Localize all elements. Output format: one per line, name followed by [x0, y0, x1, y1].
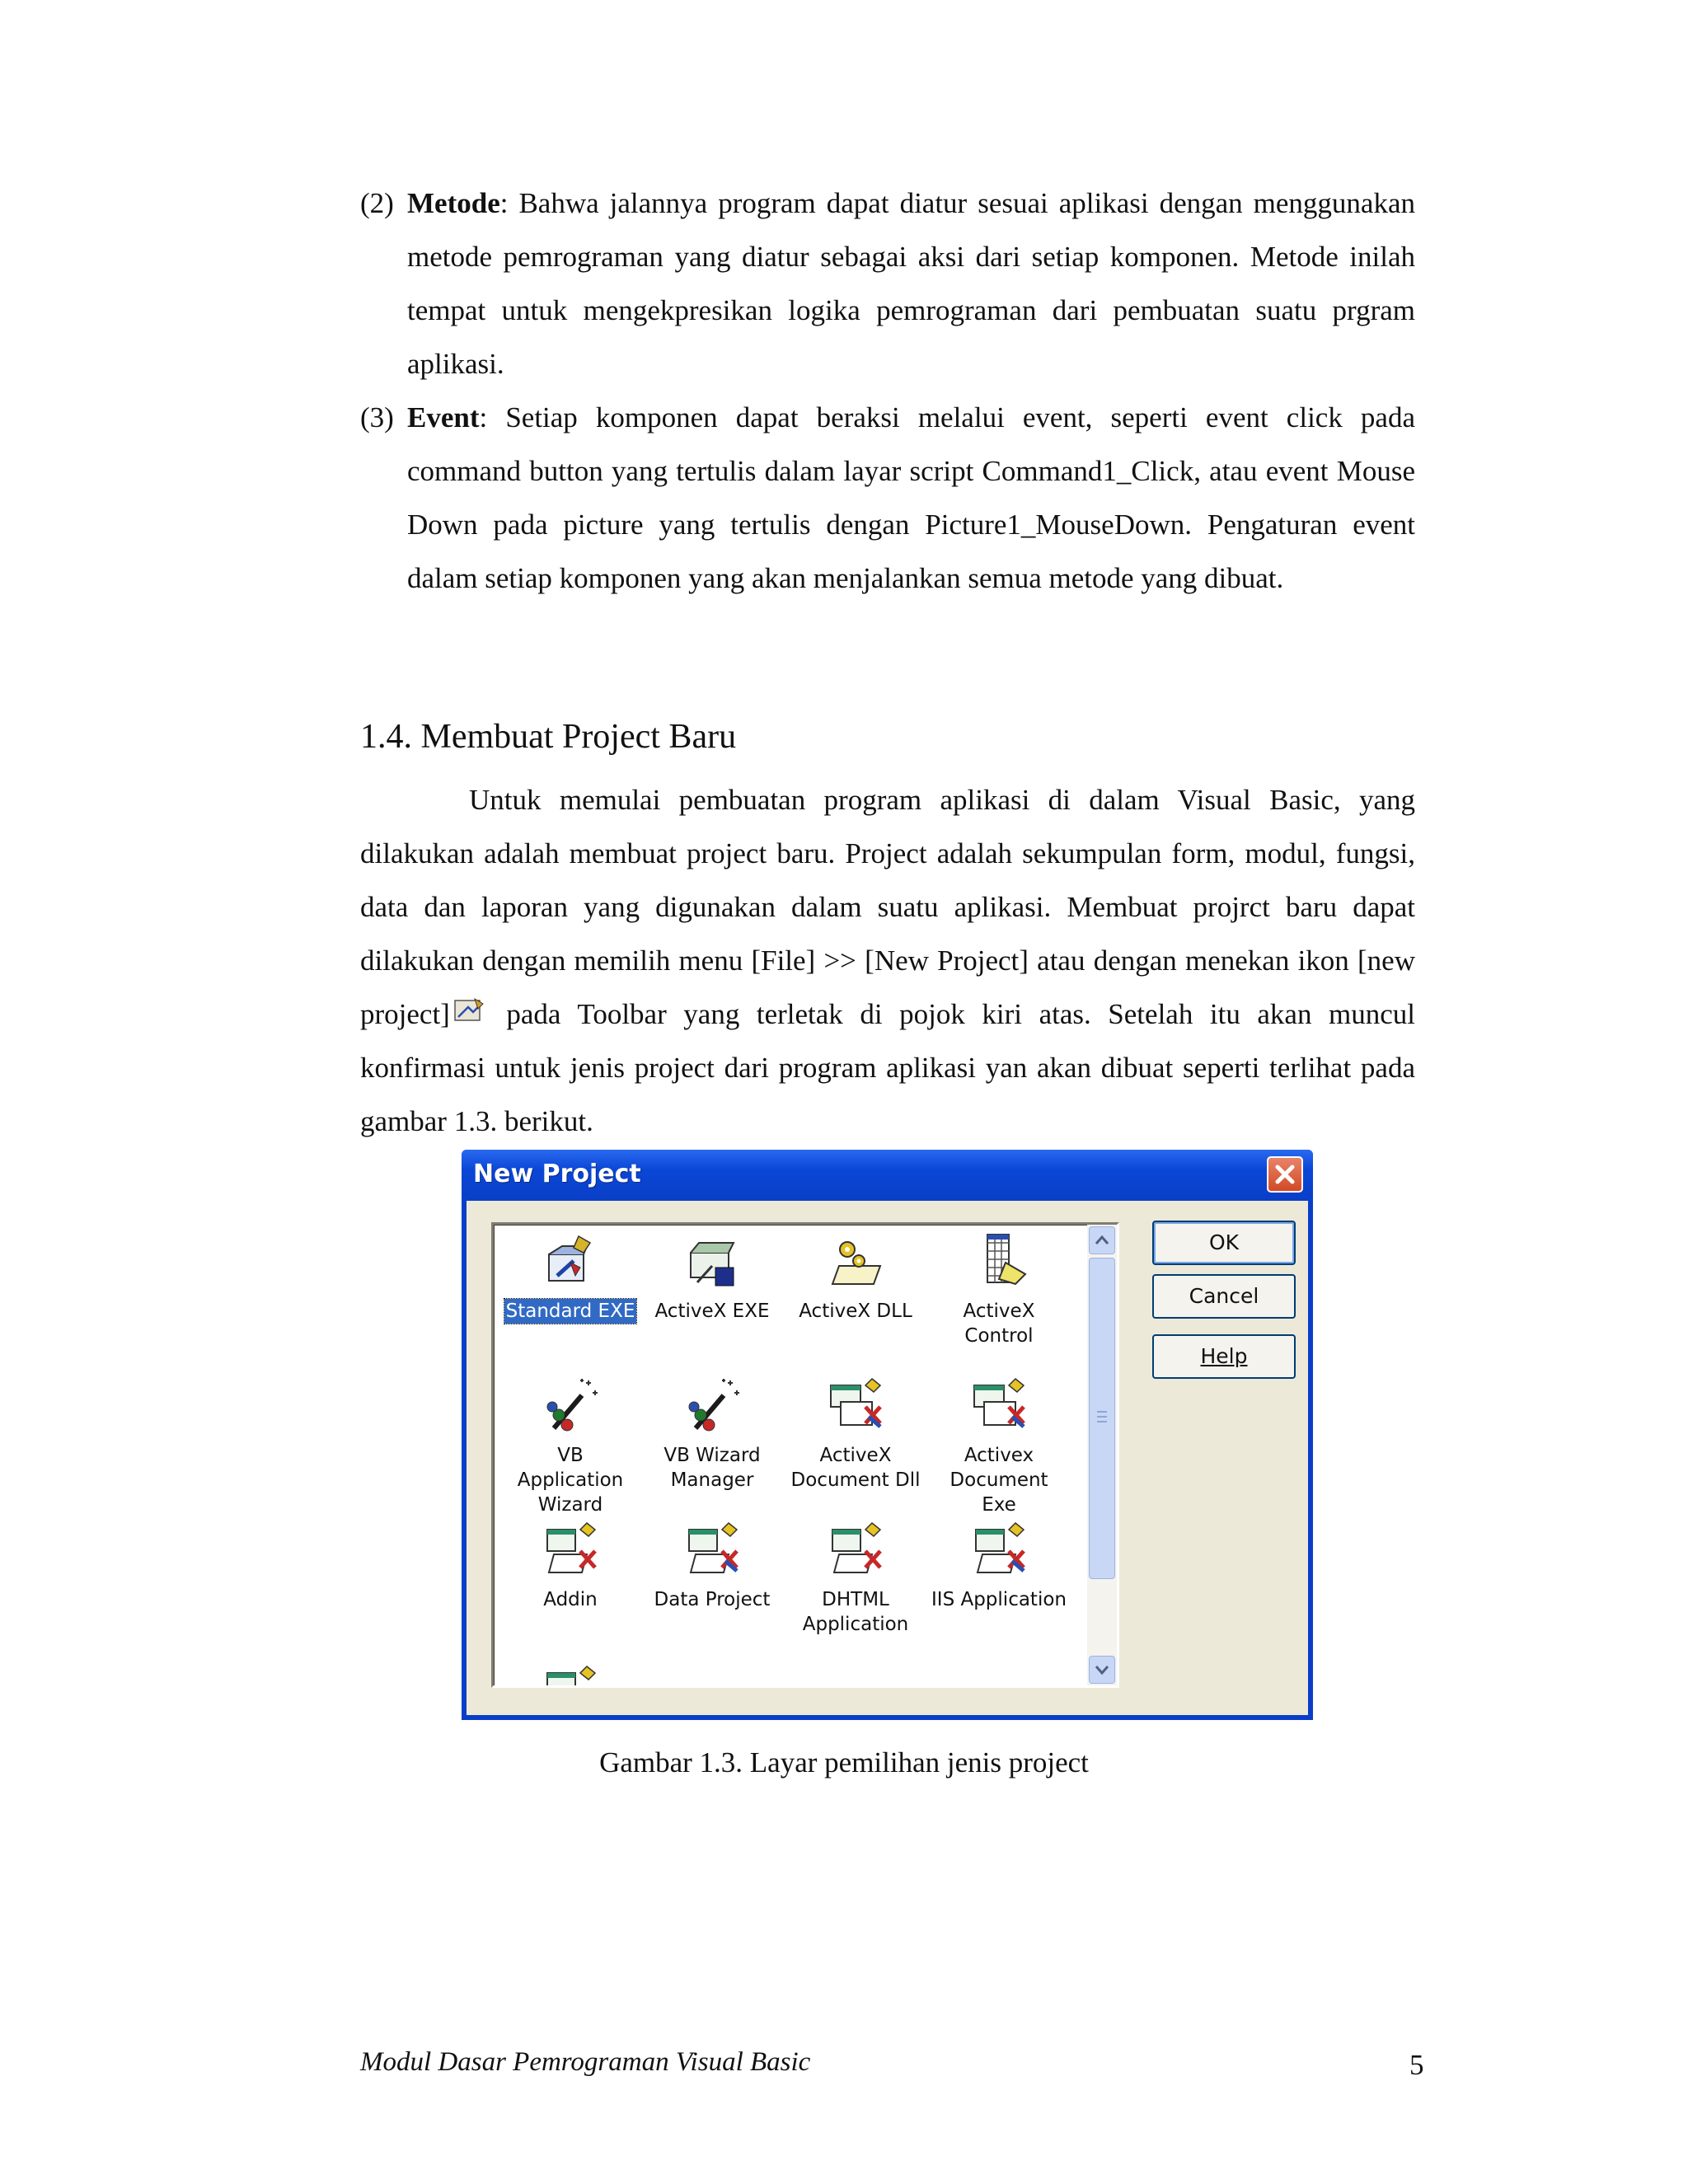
project-type-activex-document-exe[interactable]: [929, 1374, 1069, 1517]
wizard-icon: [679, 1374, 745, 1440]
activex-dll-icon: [823, 1230, 889, 1296]
ok-button[interactable]: OK: [1152, 1221, 1296, 1265]
list-item-event: [360, 391, 1415, 605]
term-metode: Metode: [407, 187, 500, 219]
new-project-dialog: [462, 1150, 1313, 1720]
project-type-label: ActiveX DLL: [799, 1301, 912, 1322]
help-label: Help: [1200, 1344, 1248, 1368]
paragraph-text-after: pada Toolbar yang terletak di pojok kiri atas. Setelah itu akan muncul konfirmasi untuk jenis project dari program aplikasi yan akan dibuat seperti terlihat pada gambar 1.3. berikut.: [360, 998, 1415, 1137]
definition-event: : Setiap komponen dapat beraksi melalui event, seperti event click pada command button yang tertulis dalam layar script Command1_Click, atau event Mouse Down pada picture yang tertulis dengan Picture1_MouseDown. Pengaturan event dalam setiap komponen yang akan menjalankan semua metode yang dibuat.: [407, 401, 1415, 594]
activex-document-icon: [966, 1374, 1032, 1440]
project-type-label: ActiveX Control: [963, 1301, 1035, 1347]
section-paragraph: [360, 773, 1415, 1148]
page-number: 5: [1409, 2049, 1424, 2081]
addin-icon: [537, 1518, 603, 1584]
figure-caption: Gambar 1.3. Layar pemilihan jenis project: [599, 1746, 1089, 1779]
standard-exe-icon: [537, 1230, 603, 1296]
project-type-standard-exe[interactable]: [500, 1230, 640, 1324]
project-type-activex-document-dll[interactable]: [785, 1374, 926, 1493]
new-project-toolbar-icon: [453, 996, 486, 1029]
list-body: [407, 176, 1415, 391]
dialog-client-area: [467, 1201, 1308, 1715]
list-number: (2): [360, 187, 394, 219]
project-type-activex-exe[interactable]: [642, 1230, 782, 1324]
project-type-label: DHTML Application: [802, 1589, 909, 1635]
project-type-list[interactable]: [491, 1222, 1119, 1688]
project-type-dhtml-application[interactable]: [785, 1518, 926, 1637]
scroll-down-button[interactable]: [1089, 1656, 1115, 1684]
close-icon: [1268, 1158, 1301, 1191]
project-type-label: Data Project: [654, 1589, 771, 1610]
project-type-label: VB Application Wizard: [517, 1445, 624, 1516]
section-heading: 1.4. Membuat Project Baru: [360, 718, 737, 756]
term-event: Event: [407, 401, 480, 434]
project-type-label: Standard EXE: [505, 1301, 635, 1322]
project-type-activex-control[interactable]: [929, 1230, 1069, 1348]
project-type-data-project[interactable]: [642, 1518, 782, 1612]
scroll-thumb[interactable]: [1089, 1258, 1115, 1579]
project-type-label: Addin: [543, 1589, 598, 1610]
list-item-metode: [360, 176, 1415, 391]
dialog-title: New Project: [473, 1160, 641, 1188]
project-type-activex-dll[interactable]: [785, 1230, 926, 1324]
footer-title: Modul Dasar Pemrograman Visual Basic: [360, 2047, 811, 2077]
project-type-vb-wizard-manager[interactable]: [642, 1374, 782, 1493]
chevron-down-icon: [1090, 1657, 1114, 1683]
project-type-iis-application[interactable]: [929, 1518, 1069, 1612]
scroll-up-button[interactable]: [1089, 1226, 1115, 1254]
addin-icon: [537, 1661, 603, 1688]
definition-metode: : Bahwa jalannya program dapat diatur sesuai aplikasi dengan menggunakan metode pemrograman yang diatur sebagai aksi dari setiap komponen. Metode inilah tempat untuk mengekpresikan logika pemrograman dari pembuatan suatu prgram aplikasi.: [407, 187, 1415, 380]
wizard-icon: [537, 1374, 603, 1440]
iis-icon: [966, 1518, 1032, 1584]
vertical-scrollbar[interactable]: [1087, 1225, 1117, 1685]
list-body: [407, 391, 1415, 605]
activex-document-icon: [823, 1374, 889, 1440]
activex-exe-icon: [679, 1230, 745, 1296]
activex-control-icon: [966, 1230, 1032, 1296]
chevron-up-icon: [1090, 1227, 1114, 1254]
dialog-titlebar[interactable]: [462, 1150, 1313, 1201]
data-project-icon: [679, 1518, 745, 1584]
project-type-vb-application-wizard[interactable]: [500, 1374, 640, 1517]
cancel-button[interactable]: Cancel: [1152, 1274, 1296, 1319]
project-type-partial[interactable]: [500, 1661, 640, 1688]
project-type-addin[interactable]: [500, 1518, 640, 1612]
project-type-label: VB Wizard Manager: [663, 1445, 761, 1491]
project-type-label: ActiveX Document Dll: [790, 1445, 921, 1491]
grip-icon: [1090, 1258, 1114, 1578]
close-button[interactable]: [1267, 1156, 1303, 1193]
list-number: (3): [360, 401, 394, 434]
dhtml-icon: [823, 1518, 889, 1584]
paragraph-text-before: Untuk memulai pembuatan program aplikasi di dalam Visual Basic, yang dilakukan adalah membuat project baru. Project adalah sekumpulan form, modul, fungsi, data dan laporan yang digunakan dalam suatu aplikasi. Membuat projrct baru dapat dilakukan dengan memilih menu [File] >> [New Project] atau dengan menekan ikon [new project]: [360, 784, 1415, 1030]
project-type-label: Activex Document Exe: [950, 1445, 1048, 1516]
project-type-label: IIS Application: [931, 1589, 1067, 1610]
project-type-label: ActiveX EXE: [654, 1301, 770, 1322]
help-button[interactable]: [1152, 1334, 1296, 1379]
